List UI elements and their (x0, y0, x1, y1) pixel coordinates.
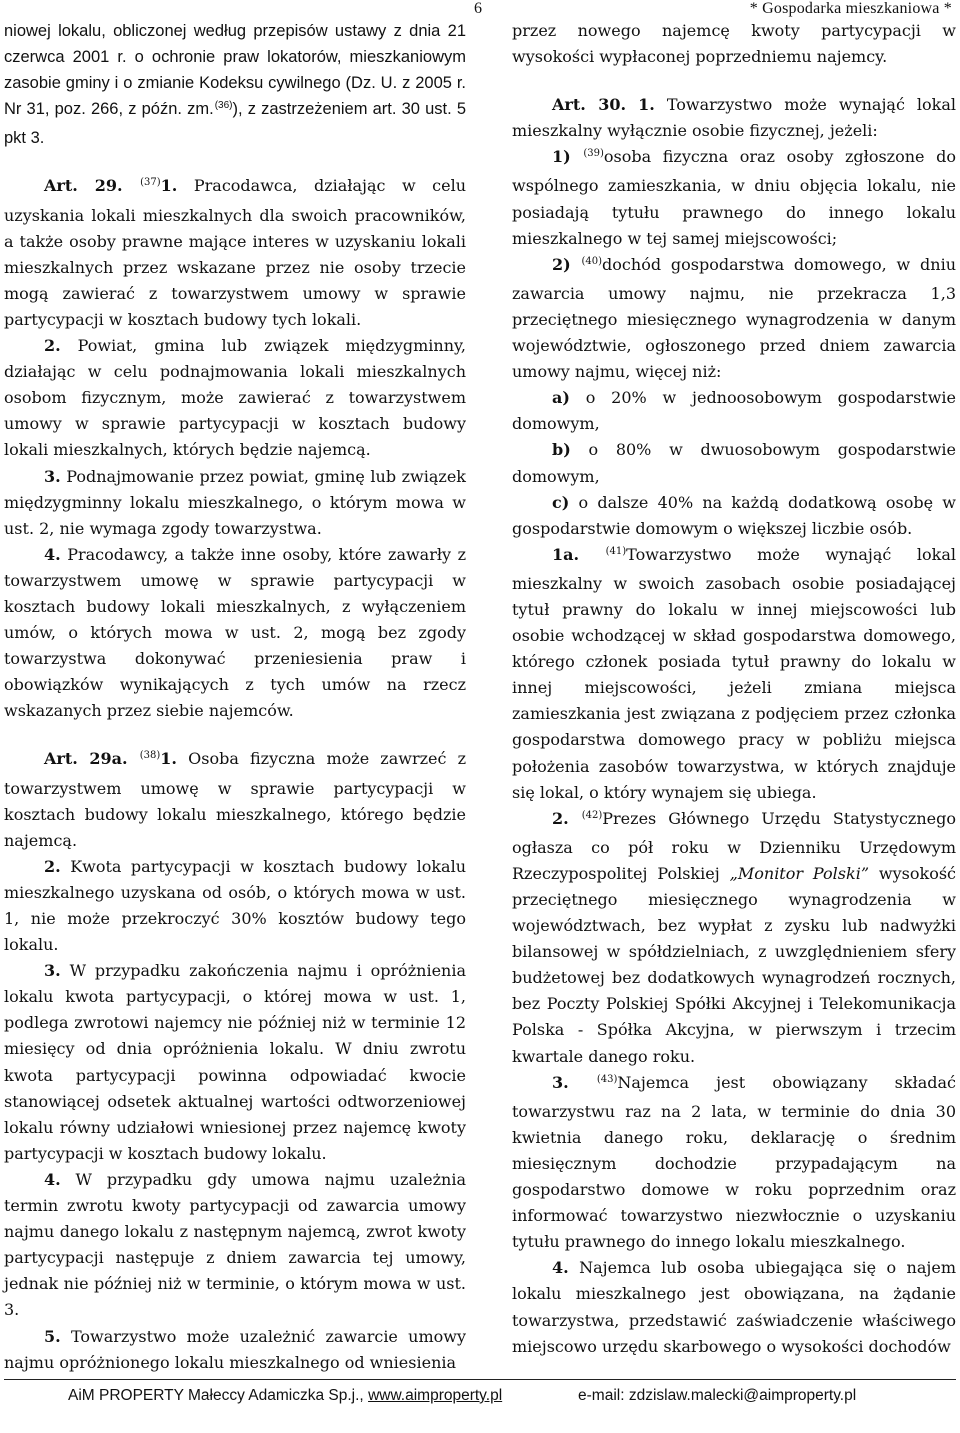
footnote-ref: (43) (596, 1073, 618, 1085)
footer-email: e-mail: zdzislaw.malecki@aimproperty.pl (578, 1387, 857, 1404)
art30-lit-b: b) o 80% w dwuosobowym gospodarstwie domowym, (512, 440, 957, 486)
art29a-para3: 3. W przypadku zakończenia najmu i opróżnienia lokalu kwota partycypacji, o której mowa w ust. 1, podlega zwrotowi najemcy nie później niż w terminie 12 miesięcy od dnia opróżnienia lokalu. W dniu zwrotu kwota partycypacji powinna odpowiadać kwocie stanowiącej odsetek aktualnej wartości odtworzeniowej lokalu równy udziałowi wniesionej przez najemcę kwoty partycypacji w kosztach budowy lokalu. (4, 961, 466, 1163)
art29-para2: 2. Powiat, gmina lub związek międzygminny, działając w celu podnajmowania lokali mieszkalnych osobom fizycznym, może zawierać z towarzystwem umowy w sprawie partycypacji w kosztach budowy lokali mieszkalnych, których będzie najemcą. (4, 336, 466, 460)
art29-para3: 3. Podnajmowanie przez powiat, gminę lub związek międzygminny lokalu mieszkalnego, o którym mowa w ust. 2, nie wymaga zgody towarzystwa. (4, 466, 466, 538)
footnote-ref: (39) (583, 148, 604, 160)
art30-para3: 3. $^{(43)}$Najemca jest obowiązany składać towarzystwu raz na 2 lata, w terminie do dnia 30 kwietnia danego roku, deklarację o średnim miesięcznym dochodzie przypadającym na gospodarstwo domowe w roku poprzednim oraz informować towarzystwo niezwłocznie o uzyskaniu tytułu prawnego do innego lokalu mieszkalnego. (512, 1072, 956, 1252)
art30-para1: Art. 30. 1. Towarzystwo może wynająć lokal mieszkalny wyłącznie osobie fizycznej, jeżeli: (512, 95, 957, 141)
footer-company: AiM PROPERTY Małeccy Adamiczka Sp.j., www.aimproperty.pl (68, 1387, 503, 1404)
left-column (4, 18, 466, 1376)
art30-lit-c: c) o dalsze 40% na każdą dodatkową osobę w gospodarstwie domowym o większej liczbie osób. (512, 492, 957, 538)
art30-para4: 4. Najemca lub osoba ubiegająca się o najem lokalu mieszkalnego jest obowiązana, na żądanie towarzystwa, przedstawić zaświadczenie właściwego miejscowo urzędu skarbowego o wysokości dochodów (512, 1258, 956, 1356)
art30-point1: 1) $^{(39)}$osoba fizyczna oraz osoby zgłoszone do wspólnego zamieszkania, w dniu objęcia lokalu, nie posiadają tytułu prawnego do innego lokalu mieszkalnego w tej samej miejscowości; (512, 147, 956, 248)
page-header (0, 0, 960, 20)
page-footer (0, 1387, 960, 1411)
art30-para2: 2. $^{(42)}$Prezes Głównego Urzędu Statystycznego ogłasza co pół roku w Dzienniku Urzędowym Rzeczypospolitej Polskiej „Monitor Polski” wysokość przeciętnego miesięcznego wynagrodzenia w województwach, bez wypłat z zysku lub nadwyżki bilansowej w spółdzielniach, z uwzględnieniem sfery budżetowej bez dodatkowych wynagrodzeń rocznych, bez Poczty Polskiej Spółki Akcyjnej i Telekomunikacja Polska - Spółka Akcyjna, w pierwszym i trzecim kwartale danego roku. (512, 808, 956, 1066)
art30-point2: 2) $^{(40)}$dochód gospodarstwa domowego, w dniu zawarcia umowy najmu, nie przekracza 1,3 przeciętnego miesięcznego wynagrodzenia w danym województwie, ogłoszonego przed dniem zawarcia umowy najmu, więcej niż: (512, 254, 957, 382)
page-number: 6 (474, 0, 482, 17)
art29a-para5: 5. Towarzystwo może uzależnić zawarcie umowy najmu opróżnionego lokalu mieszkalnego od wniesienia (4, 1326, 466, 1372)
article-heading: Art. 30. (552, 95, 627, 115)
article-heading: Art. 29a. (44, 749, 128, 769)
left-intro: niowej lokalu, obliczonej według przepisów ustawy z dnia 21 czerwca 2001 r. o ochronie praw lokatorów, mieszkaniowym zasobie gminy i o zmianie Kodeksu cywilnego (Dz. U. z 2005 r. Nr 31, poz. 266, z późn. zm.$^{(36)}$), z zastrzeżeniem art. 30 ust. 5 pkt 3. (4, 22, 466, 148)
art29a-para4: 4. W przypadku gdy umowa najmu uzależnia termin zwrotu kwoty partycypacji od zawarcia umowy najmu danego lokalu z następnym najemcą, zwrot kwoty partycypacji następuje z dniem zawarcia tej umowy, jednak nie później niż w terminie, o którym mowa w ust. 3. (4, 1169, 466, 1320)
art30-lit-a: a) o 20% w jednoosobowym gospodarstwie domowym, (512, 388, 956, 434)
footnote-ref: (42) (581, 809, 603, 821)
email-link[interactable]: zdzislaw.malecki@aimproperty.pl (628, 1387, 857, 1404)
footnote-ref: (37) (140, 177, 161, 189)
art29a-para2: 2. Kwota partycypacji w kosztach budowy lokalu mieszkalnego uzyskana od osób, o których mowa w ust. 1, nie może przekroczyć 30% kosztów budowy tego lokalu. (4, 856, 466, 955)
website-link[interactable]: www.aimproperty.pl (368, 1387, 503, 1404)
footnote-ref: (36) (214, 100, 233, 112)
art30-para1a: 1a. $^{(41)}$Towarzystwo może wynająć lokal mieszkalny w swoich zasobach osobie posiadającej tytuł prawny do lokalu w innej miejscowości lub osobie wchodzącej w skład gospodarstwa domowego, którego członek posiada tytuł prawny do lokalu w innej miejscowości, jeżeli zmiana miejsca zamieszkania jest związana z podjęciem przez członka gospodarstwa domowego pracy w pobliżu miejsca położenia zasobów towarzystwa, w których znajduje się lokal, o który wynajem się ubiega. (512, 544, 956, 802)
footnote-ref: (38) (139, 750, 161, 762)
art29-para4: 4. Pracodawcy, a także inne osoby, które zawarły z towarzystwem umowę w sprawie partycypacji w kosztach budowy lokali mieszkalnych, z wyłączeniem umów, o których mowa w ust. 2, mogą bez zgody towarzystwa dokonywać przeniesienia praw i obowiązków wynikających z tych umów na rzecz wskazanych przez siebie najemców. (4, 544, 467, 721)
art29-para1: Art. 29. $^{(37)}$1. Pracodawca, działając w celu uzyskania lokali mieszkalnych dla swoich pracowników, a także osoby prawne mające interes w uzyskaniu lokali mieszkalnych przez wskazane przez nie osoby trzecie mogą zawierać z towarzystwem umowy w sprawie partycypacji w kosztach budowy tych lokali. (4, 176, 466, 329)
right-column (512, 18, 956, 1360)
footnote-ref: (40) (581, 255, 603, 267)
art29a-para1: Art. 29a. $^{(38)}$1. Osoba fizyczna może zawrzeć z towarzystwem umowę w sprawie partycypacji w kosztach budowy lokalu mieszkalnego, którego będzie najemcą. (4, 749, 467, 850)
article-heading: Art. 29. (44, 176, 123, 196)
footnote-ref: (41) (605, 545, 627, 557)
running-head: * Gospodarka mieszkaniowa * (749, 0, 952, 17)
journal-title: „Monitor Polski” (729, 863, 869, 883)
right-intro: przez nowego najemcę kwoty partycypacji w wysokości wypłaconej poprzedniemu najemcy. (512, 21, 956, 67)
footer-divider (4, 1379, 956, 1380)
